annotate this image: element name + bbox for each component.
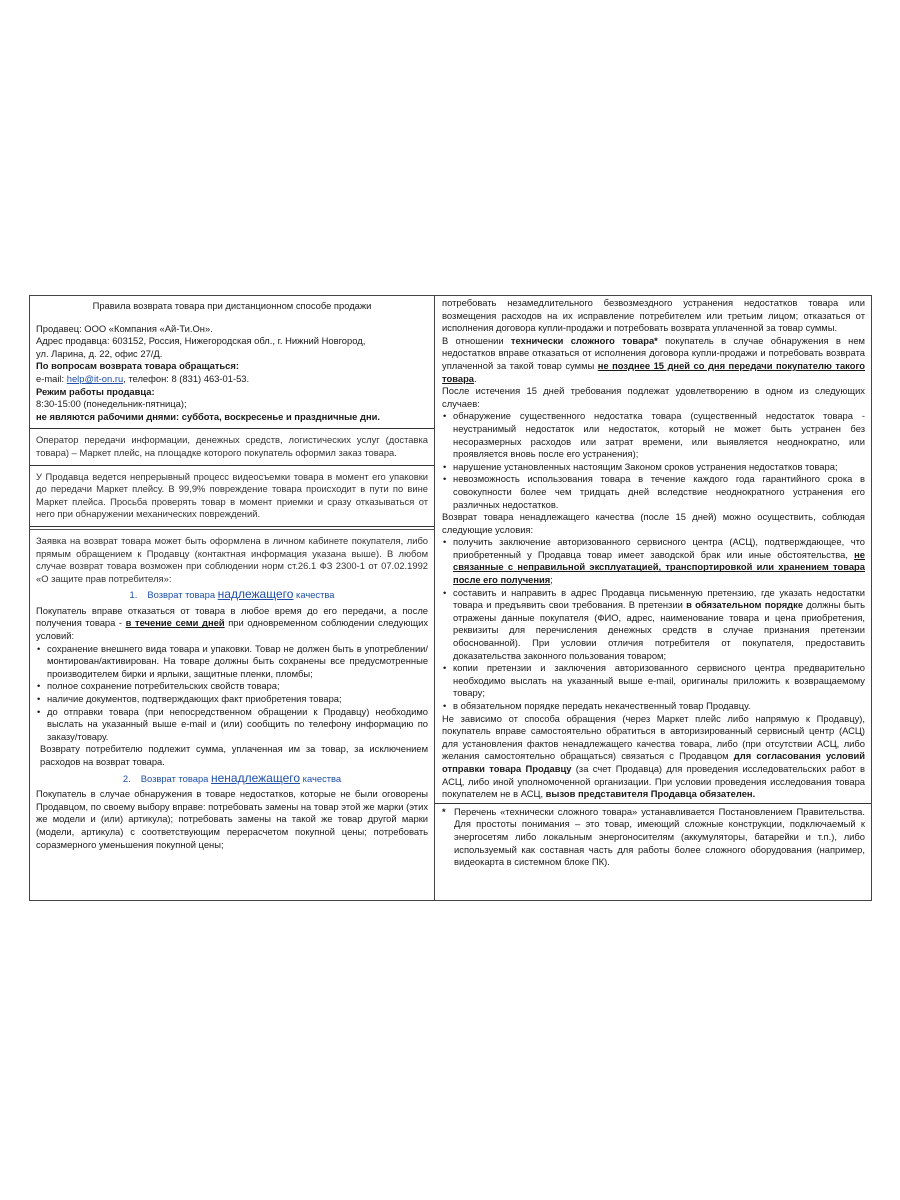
list-item: • нарушение установленных настоящим Законом сроков устранения недостатков товара; <box>442 461 865 474</box>
divider <box>30 526 434 527</box>
contact-heading: По вопросам возврата товара обращаться: <box>36 360 239 372</box>
section-1-conditions <box>36 643 428 744</box>
phone: , телефон: 8 (831) 463-01-53. <box>123 372 250 384</box>
return-conditions-text: Возврат товара ненадлежащего качества (после 15 дней) можно осуществить, соблюдая следующие условия: <box>442 511 865 535</box>
list-item: • сохранение внешнего вида товара и упаковки. Товар не должен быть в употреблении/монтирован/активирован. На товаре должны быть сохранены все предусмотренные производителем бирки и ярлыки, защитные пленки, пломбы; <box>36 643 428 681</box>
left-column <box>30 296 435 900</box>
rules-document <box>29 295 872 901</box>
list-item: • получить заключение авторизованного сервисного центра (АСЦ), подтверждающее, что приобретенный у Продавца товар имеет заводской брак или иные обстоятельства, не связанные с неправильной эксплуатацией, транспортировкой или хранением товара после его получения; <box>442 536 865 586</box>
after-15-days-text: После истечения 15 дней требования подлежат удовлетворению в одном из следующих случаев: <box>442 385 865 409</box>
list-item: • до отправки товара (при непосредственном обращении к Продавцу) необходимо выслать на указанный выше e-mail и (или) сообщить по телефону информацию по заказу/товару. <box>36 706 428 744</box>
section-2-text: Покупатель в случае обнаружения в товаре недостатков, которые не были оговорены Продавцом, по своему выбору вправе: потребовать замены на товар этой же марки (этих же модели и (или) артикула); потребовать замены на такой же товар другой марки (модели, артикула) с соответствующим перерасчетом покупной цены; потребовать соразмерного уменьшения покупной цены; <box>36 788 429 850</box>
section-1-heading: 1. Возврат товара надлежащего качества <box>129 587 335 602</box>
return-conditions <box>442 536 865 712</box>
refund-text: Возврату потребителю подлежит сумма, уплаченная им за товар, за исключением расходов на возврат товара. <box>40 743 429 767</box>
continuation-text: потребовать незамедлительного безвозмездного устранения недостатков товара или возмещения расходов на их исправление потребителем или третьим лицом; отказаться от исполнения договора купли-продажи и потребовать возврата уплаченной за товар суммы. <box>442 297 865 334</box>
video-text: У Продавца ведется непрерывный процесс видеосъемки товара в момент его упаковки до передачи Маркет плейсу. В 99,9% повреждение товара происходит в пути по вине Маркет плейса. Просьба проверять товар в момент приемки и сразу отказываться от него при обнаружении механических повреждений. <box>36 470 429 520</box>
hours-heading: Режим работы продавца: <box>36 385 155 397</box>
after-15-days-cases <box>442 410 865 511</box>
seller-address-2: ул. Ларина, д. 22, офис 27/Д. <box>36 347 163 359</box>
divider <box>435 803 871 804</box>
service-center-text: Не зависимо от способа обращения (через Маркет плейс либо напрямую к Продавцу), покупатель вправе самостоятельно обратиться в авторизированный сервисный центр (АСЦ) для установления фактов ненадлежащего качества товара, либо (при отсутствии АСЦ, либо желания самостоятельно обращаться) связаться с Продавцом для согласования условий отправки товара Продавцу (за счет Продавца) для проведения исследовательских работ в АСЦ, либо иной уполномоченной организации. При условии проведения исследования товара покупателем не в АСЦ, вызов представителя Продавца обязателен. <box>442 712 865 800</box>
divider <box>30 529 434 530</box>
technical-goods-text: В отношении технически сложного товара* покупатель в случае обнаружения в нем недостатков вправе отказаться от исполнения договора купли-продажи и потребовать возврата уплаченной за такой товар суммы не позднее 15 дней со дня передачи покупателю такого товара. <box>442 334 865 384</box>
right-column <box>435 296 871 900</box>
operator-text: Оператор передачи информации, денежных средств, логистических услуг (доставка товара) – Маркет плейс, на площадке которого покупатель оформил заказ товара. <box>36 434 429 458</box>
list-item: • наличие документов, подтверждающих факт приобретения товара; <box>36 693 428 706</box>
divider <box>30 428 434 429</box>
contact-line: e-mail: help@it-on.ru, телефон: 8 (831) 463-01-53. <box>36 372 250 384</box>
email-link[interactable]: help@it-on.ru <box>66 372 124 384</box>
seller-address: Адрес продавца: 603152, Россия, Нижегородская обл., г. Нижний Новгород, <box>36 335 366 347</box>
list-item: • невозможность использования товара в течение каждого года гарантийного срока в совокупности более чем тридцать дней вследствие неоднократного устранения его различных недостатков. <box>442 473 865 511</box>
list-item: • составить и направить в адрес Продавца письменную претензию, где указать недостатки товара и предъявить свои требования. В претензии в обязательном порядке должны быть отражены данные покупателя (ФИО, адрес, наименование товара и цена приобретения, реквизиты для перечисления денежных средств в случае признания претензии обоснованной). При условии отличия потребителя от покупателя, предоставить доказательства законного пользования товаром; <box>442 587 865 663</box>
divider <box>30 465 434 466</box>
list-item: • полное сохранение потребительских свойств товара; <box>36 680 428 693</box>
document-title: Правила возврата товара при дистанционном способе продажи <box>92 300 372 311</box>
hours-time: 8:30-15:00 (понедельник-пятница); <box>36 398 187 410</box>
section-2-heading: 2. Возврат товара ненадлежащего качества <box>122 770 342 785</box>
list-item: • в обязательном порядке передать некачественный товар Продавцу. <box>442 700 865 713</box>
application-text: Заявка на возврат товара может быть оформлена в личном кабинете покупателя, либо прямым обращением к Продавцу (контактная информация указана выше). В любом случае возврат товара возможен при соблюдении норм ст.26.1 ФЗ 2300-1 от 07.02.1992 «О защите прав потребителя»: <box>36 534 429 584</box>
section-1-intro: Покупатель вправе отказаться от товара в любое время до его передачи, а после получения товара - в течение семи дней при одновременном соблюдении следующих условий: <box>36 604 429 642</box>
list-item: • обнаружение существенного недостатка товара (существенный недостаток товара - неустранимый недостаток или недостаток, который не может быть устранен без несоразмерных расходов или затрат времени, или выявляется неоднократно, или проявляется вновь после его устранения); <box>442 410 865 460</box>
list-item: • копии претензии и заключения авторизованного сервисного центра предварительно необходимо выслать на указанный выше e-mail, оригиналы приложить к возвращаемому товару; <box>442 662 865 700</box>
footnote: * Перечень «технически сложного товара» устанавливается Постановлением Правительства. Для простоты понимания – это товар, имеющий сложные конструкции, подключаемый к энергосетям либо локальным энергоносителям (аккумуляторы, батарейки и т.п.), либо используемый как составная часть для работы более сложного оборудования (например, видеокарта в системном блоке ПК). <box>442 806 865 869</box>
non-working-days: не являются рабочими днями: суббота, воскресенье и праздничные дни. <box>36 410 380 422</box>
seller-line: Продавец: ООО «Компания «Ай-Ти.Он». <box>36 322 213 334</box>
